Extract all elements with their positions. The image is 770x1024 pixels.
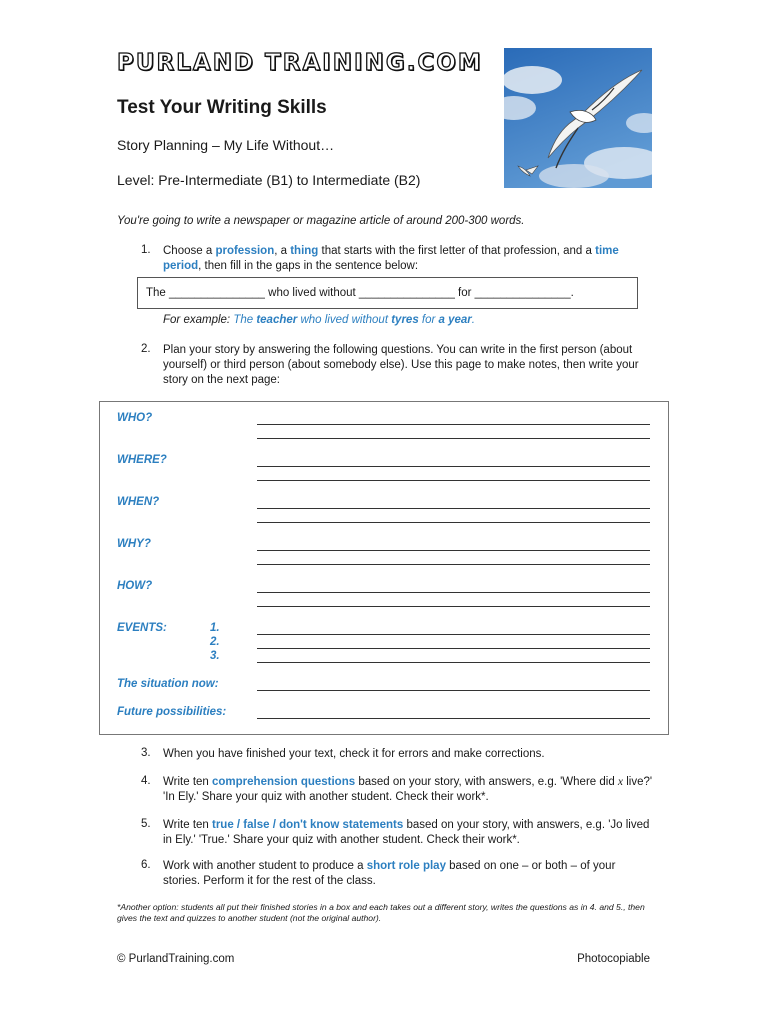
level-text: Level: Pre-Intermediate (B1) to Intermediate (B2) [117, 172, 421, 188]
answer-line[interactable] [257, 466, 650, 467]
answer-line[interactable] [257, 564, 650, 565]
event-number: 3. [210, 650, 220, 662]
event-number: 2. [210, 636, 220, 648]
label-events: EVENTS: [117, 622, 167, 634]
label-how: HOW? [117, 580, 153, 592]
answer-line[interactable] [257, 438, 650, 439]
instruction-6: Work with another student to produce a short role play based on one – or both – of your stories. Perform it for the rest of the class. [163, 860, 616, 887]
instruction-5: Write ten true / false / don't know statements based on your story, with answers, e.g. 'Jo lived in Ely.' 'True.' Share your quiz with another student. Check their work*. [163, 819, 650, 846]
answer-line[interactable] [257, 522, 650, 523]
answer-line[interactable] [257, 662, 650, 663]
label-who: WHO? [117, 412, 153, 424]
item-number: 3. [141, 747, 151, 759]
item-number: 1. [141, 244, 151, 256]
seagull-photo [504, 48, 652, 188]
label-why: WHY? [117, 538, 151, 550]
footnote: *Another option: students all put their finished stories in a box and each takes out a different story, writes the questions as in 4. and 5., then gives the text and quizzes to another student (not the original author). [117, 902, 645, 923]
label-future-possibilities: Future possibilities: [117, 706, 227, 718]
answer-line[interactable] [257, 508, 650, 509]
page-title: Test Your Writing Skills [117, 97, 327, 118]
event-number: 1. [210, 622, 220, 634]
answer-line[interactable] [257, 424, 650, 425]
answer-line[interactable] [257, 550, 650, 551]
answer-line[interactable] [257, 648, 650, 649]
photocopiable-label: Photocopiable [577, 953, 650, 965]
answer-line[interactable] [257, 718, 650, 719]
answer-line[interactable] [257, 634, 650, 635]
label-where: WHERE? [117, 454, 167, 466]
label-situation-now: The situation now: [117, 678, 219, 690]
label-when: WHEN? [117, 496, 160, 508]
item-number: 2. [141, 343, 151, 355]
instruction-1: Choose a profession, a thing that starts with the first letter of that profession, and a time period, then fill in the gaps in the sentence below: [163, 245, 619, 272]
instruction-2: Plan your story by answering the following questions. You can write in the first person (about yourself) or third person (about somebody else). Use this page to make notes, then write your story on the next page: [163, 344, 639, 386]
instruction-3: When you have finished your text, check it for errors and make corrections. [163, 748, 545, 760]
answer-line[interactable] [257, 606, 650, 607]
subtitle: Story Planning – My Life Without… [117, 137, 335, 153]
item-number: 6. [141, 859, 151, 871]
answer-line[interactable] [257, 592, 650, 593]
copyright-text: © PurlandTraining.com [117, 953, 235, 965]
intro-text: You're going to write a newspaper or magazine article of around 200-300 words. [117, 215, 525, 227]
item-number: 5. [141, 818, 151, 830]
instruction-4: Write ten comprehension questions based on your story, with answers, e.g. 'Where did x live?' 'In Ely.' Share your quiz with another student. Check their work*. [163, 776, 653, 803]
sentence-template-box [137, 277, 638, 309]
answer-line[interactable] [257, 690, 650, 691]
answer-line[interactable] [257, 480, 650, 481]
site-logo: PURLAND TRAINING.COM [117, 50, 483, 76]
example-text: For example: The teacher who lived without tyres for a year. [163, 314, 475, 326]
item-number: 4. [141, 775, 151, 787]
sentence-template: The _______________ who lived without _______________ for _______________. [146, 287, 574, 299]
